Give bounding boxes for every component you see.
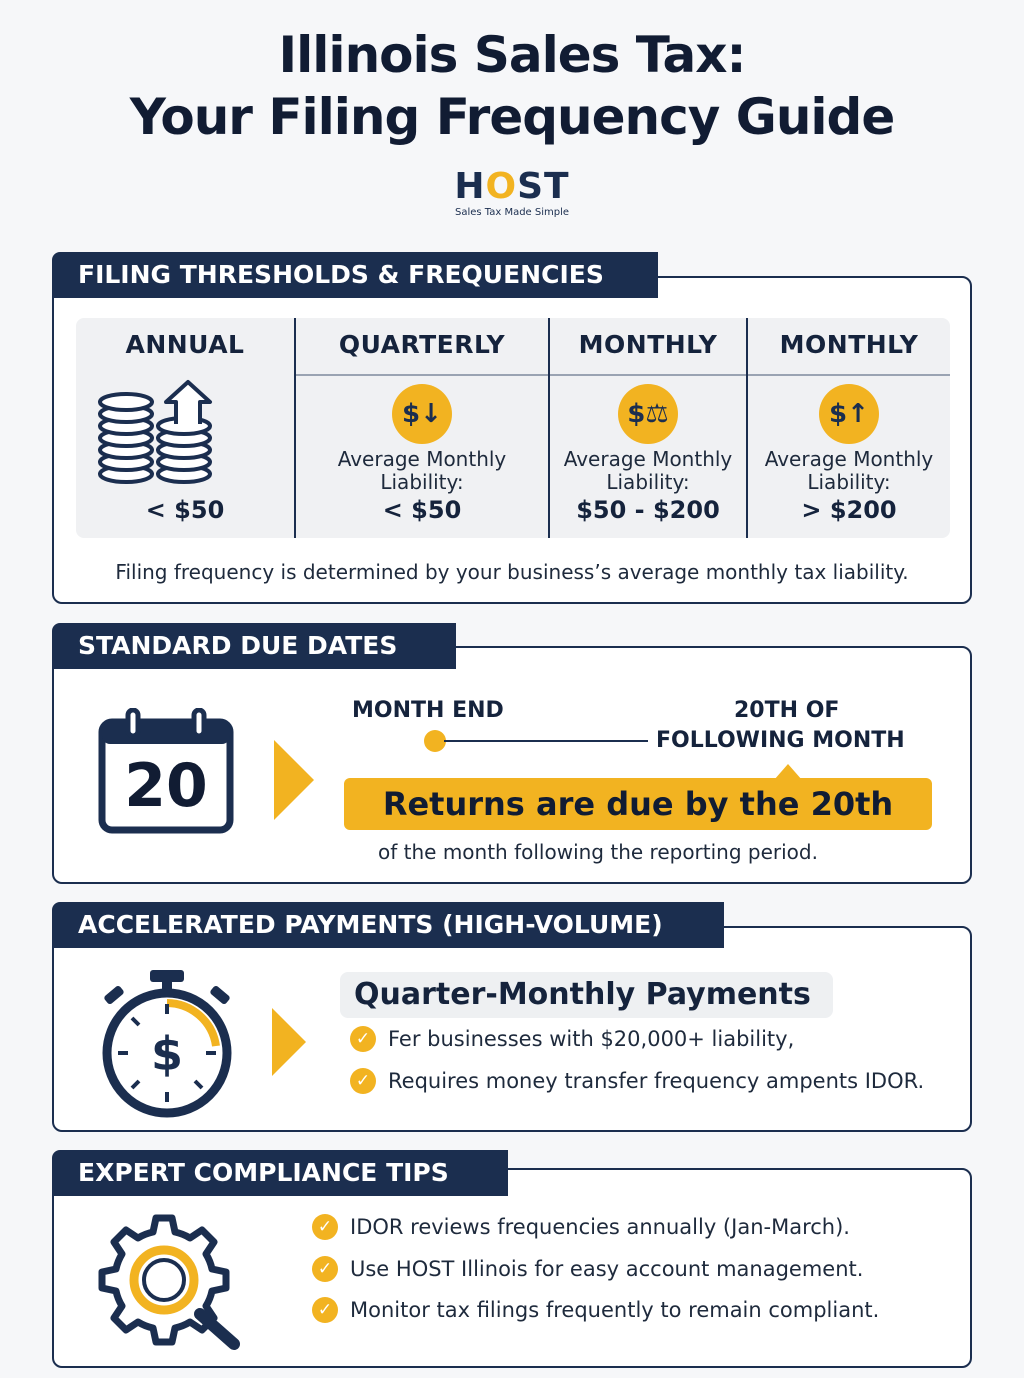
thresholds-panel	[52, 276, 972, 604]
due-dates-panel	[52, 646, 972, 884]
quarter-monthly-title: Quarter-Monthly Payments	[340, 972, 833, 1018]
check-circle-icon: ✓	[312, 1214, 338, 1240]
timeline-end-label-1: 20TH OF	[734, 698, 840, 723]
calendar-day: 20	[124, 751, 208, 821]
timeline-dot	[424, 730, 446, 752]
thresholds-heading: FILING THRESHOLDS & FREQUENCIES	[52, 252, 658, 298]
liability-label: Average Monthly Liability:	[563, 447, 733, 494]
tips-panel	[52, 1168, 972, 1368]
liability-value: < $50	[382, 496, 462, 524]
monthly-high-column	[748, 318, 950, 538]
list-item: ✓ Monitor tax filings frequently to remain compliant.	[312, 1297, 879, 1323]
calendar-icon	[98, 708, 234, 834]
dollar-scale-icon: $⚖	[618, 384, 678, 444]
page-title-line1: Illinois Sales Tax:	[278, 26, 746, 84]
frequency-label: MONTHLY	[779, 330, 919, 359]
check-circle-icon: ✓	[350, 1068, 376, 1094]
due-date-subtext: of the month following the reporting period.	[378, 840, 818, 864]
timeline-start-label: MONTH END	[352, 698, 504, 723]
liability-value: > $200	[801, 496, 897, 524]
annual-column	[76, 318, 294, 538]
accelerated-panel	[52, 926, 972, 1132]
tips-heading: EXPERT COMPLIANCE TIPS	[52, 1150, 508, 1196]
host-logo: HOST Sales Tax Made Simple	[0, 168, 1024, 218]
accelerated-heading: ACCELERATED PAYMENTS (HIGH-VOLUME)	[52, 902, 724, 948]
check-circle-icon: ✓	[312, 1256, 338, 1282]
frequency-label: ANNUAL	[125, 330, 245, 359]
svg-text:$: $	[150, 1027, 184, 1081]
due-dates-heading: STANDARD DUE DATES	[52, 623, 456, 669]
page-title-line2: Your Filing Frequency Guide	[129, 88, 895, 146]
logo-tagline: Sales Tax Made Simple	[454, 207, 570, 218]
liability-label: Average Monthly Liability:	[764, 447, 934, 494]
list-item: ✓ Fer businesses with $20,000+ liability,	[350, 1026, 794, 1052]
chevron-right-icon	[274, 740, 314, 820]
chevron-right-icon	[272, 1008, 306, 1076]
timeline-line	[444, 740, 648, 742]
liability-label: Average Monthly Liability:	[337, 447, 507, 494]
list-item: ✓ IDOR reviews frequencies annually (Jan-March).	[312, 1214, 850, 1240]
dollar-up-icon: $↑	[819, 384, 879, 444]
check-circle-icon: ✓	[350, 1026, 376, 1052]
frequency-label: MONTHLY	[578, 330, 718, 359]
timeline-end-label-2: FOLLOWING MONTH	[656, 728, 905, 753]
liability-value: < $50	[145, 496, 225, 524]
quarterly-column	[296, 318, 548, 538]
list-item: ✓ Use HOST Illinois for easy account management.	[312, 1256, 863, 1282]
monthly-mid-column	[550, 318, 746, 538]
liability-value: $50 - $200	[576, 496, 720, 524]
stopwatch-dollar-icon	[92, 968, 242, 1118]
gear-magnifier-icon	[88, 1214, 248, 1354]
thresholds-note: Filing frequency is determined by your business’s average monthly tax liability.	[115, 560, 909, 584]
check-circle-icon: ✓	[312, 1297, 338, 1323]
list-item: ✓ Requires money transfer frequency ampents IDOR.	[350, 1068, 924, 1094]
due-date-banner: Returns are due by the 20th	[344, 778, 932, 830]
dollar-down-icon: $↓	[392, 384, 452, 444]
frequency-label: QUARTERLY	[338, 330, 506, 359]
frequency-grid	[76, 318, 950, 538]
coin-stack-icon	[96, 378, 216, 490]
